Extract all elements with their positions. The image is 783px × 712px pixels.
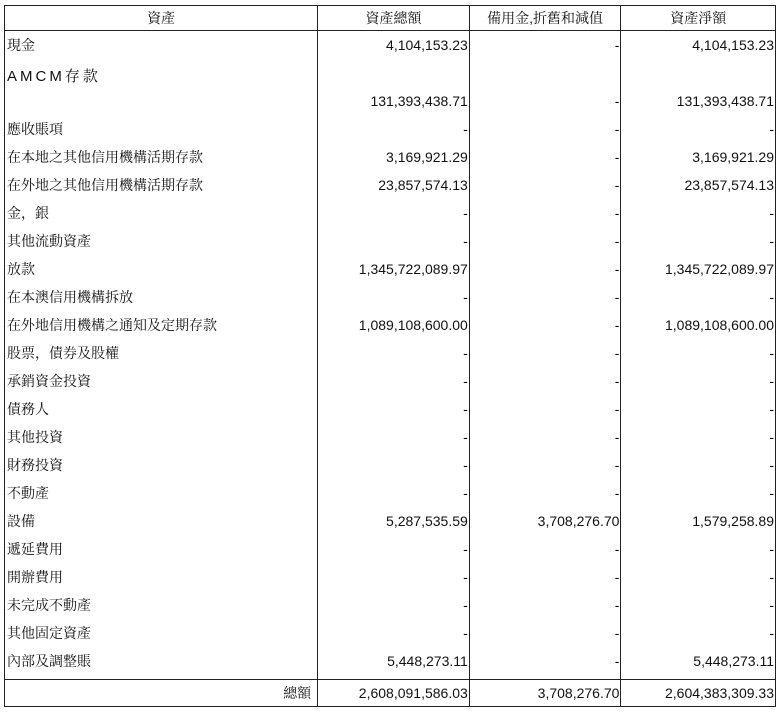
row-provision: - (470, 479, 622, 507)
row-label: 股票，債券及股權 (5, 339, 318, 367)
row-net: 4,104,153.23 (692, 37, 774, 53)
row-gross: - (318, 115, 470, 143)
table-row (4, 451, 776, 479)
row-provision: - (470, 31, 622, 59)
row-provision: - (470, 199, 622, 227)
row-provision: - (470, 227, 622, 255)
row-label: 內部及調整賬 (5, 647, 318, 675)
row-provision: - (470, 143, 622, 171)
row-gross: - (318, 423, 470, 451)
row-net: - (769, 429, 774, 445)
row-net: 5,448,273.11 (693, 653, 774, 669)
row-gross: - (318, 227, 470, 255)
row-net: - (769, 121, 774, 137)
row-provision: - (470, 311, 622, 339)
row-net: - (769, 401, 774, 417)
row-net: - (769, 289, 774, 305)
row-provision: - (470, 283, 622, 311)
table-row (4, 479, 776, 507)
row-provision: - (470, 115, 622, 143)
row-net: - (769, 625, 774, 641)
row-label (5, 59, 318, 115)
total-label: 總額 (5, 680, 318, 706)
row-net: - (769, 233, 774, 249)
table-row (4, 283, 776, 311)
row-label: 設備 (5, 507, 318, 535)
row-net: - (769, 373, 774, 389)
row-label: 承銷資金投資 (5, 367, 318, 395)
table-row (4, 367, 776, 395)
row-label: 現金 (5, 31, 318, 59)
table-row (4, 507, 776, 535)
row-provision: - (470, 255, 622, 283)
row-provision: - (470, 563, 622, 591)
table-row (4, 339, 776, 367)
row-net: 1,579,258.89 (692, 513, 774, 529)
table-row (4, 619, 776, 647)
table-row (4, 31, 776, 59)
row-gross: - (318, 199, 470, 227)
table-row (4, 647, 776, 675)
row-provision: - (470, 619, 622, 647)
row-label: 在本澳信用機構拆放 (5, 283, 318, 311)
header-net: 資產淨額 (670, 10, 727, 26)
row-provision: - (470, 451, 622, 479)
row-label: 財務投資 (5, 451, 318, 479)
total-net: 2,604,383,309.33 (665, 685, 774, 701)
row-label: 不動產 (5, 479, 318, 507)
row-net: - (769, 569, 774, 585)
row-net: - (769, 485, 774, 501)
balance-sheet-table (4, 5, 776, 707)
row-label: 放款 (5, 255, 318, 283)
total-row (4, 679, 776, 707)
row-label: 應收賬項 (5, 115, 318, 143)
row-provision: - (470, 647, 622, 675)
row-provision: - (470, 423, 622, 451)
row-label: 在外地之其他信用機構活期存款 (5, 171, 318, 199)
row-gross: 5,287,535.59 (318, 507, 470, 535)
row-label: 在本地之其他信用機構活期存款 (5, 143, 318, 171)
table-header (4, 5, 776, 31)
row-gross: - (318, 619, 470, 647)
row-label: 其他固定資產 (5, 619, 318, 647)
row-net: - (769, 597, 774, 613)
row-net: - (769, 541, 774, 557)
row-gross: 1,345,722,089.97 (318, 255, 470, 283)
row-net: 23,857,574.13 (684, 177, 774, 193)
row-gross: 1,089,108,600.00 (318, 311, 470, 339)
row-gross: 5,448,273.11 (318, 647, 470, 675)
row-net: 1,345,722,089.97 (665, 261, 774, 277)
table-body (4, 31, 776, 675)
row-gross: - (318, 479, 470, 507)
row-gross: 23,857,574.13 (318, 171, 470, 199)
row-label-text: AMCM存款 (7, 68, 101, 85)
row-gross: - (318, 535, 470, 563)
table-row (4, 423, 776, 451)
row-gross: - (318, 367, 470, 395)
row-provision: - (470, 535, 622, 563)
row-gross: - (318, 451, 470, 479)
row-net: - (769, 205, 774, 221)
row-label: 在外地信用機構之通知及定期存款 (5, 311, 318, 339)
row-gross: - (318, 283, 470, 311)
row-gross: - (318, 591, 470, 619)
row-provision: - (470, 171, 622, 199)
row-provision: - (470, 367, 622, 395)
row-provision: - (470, 591, 622, 619)
row-net: 131,393,438.71 (676, 93, 774, 109)
row-label: 未完成不動產 (5, 591, 318, 619)
row-provision: - (470, 395, 622, 423)
table-row (4, 115, 776, 143)
row-gross: 4,104,153.23 (318, 31, 470, 59)
total-gross: 2,608,091,586.03 (318, 680, 470, 706)
table-row (4, 255, 776, 283)
total-provision: 3,708,276.70 (470, 680, 622, 706)
row-label: 其他投資 (5, 423, 318, 451)
row-net: 3,169,921.29 (692, 149, 774, 165)
row-gross: - (318, 395, 470, 423)
row-provision: - (470, 59, 622, 115)
row-gross: - (318, 563, 470, 591)
row-gross: 3,169,921.29 (318, 143, 470, 171)
row-gross: - (318, 339, 470, 367)
table-gap (4, 675, 776, 679)
row-label: 遞延費用 (5, 535, 318, 563)
table-row (4, 59, 776, 115)
table-row (4, 171, 776, 199)
table-row (4, 395, 776, 423)
row-label: 開辦費用 (5, 563, 318, 591)
header-provision: 備用金,折舊和減值 (470, 6, 622, 30)
table-row (4, 563, 776, 591)
row-label: 金，銀 (5, 199, 318, 227)
row-net: 1,089,108,600.00 (665, 317, 774, 333)
table-row (4, 591, 776, 619)
row-provision: 3,708,276.70 (470, 507, 622, 535)
table-row (4, 227, 776, 255)
row-provision: - (470, 339, 622, 367)
table-row (4, 535, 776, 563)
header-asset: 資產 (5, 6, 318, 30)
row-label: 債務人 (5, 395, 318, 423)
table-row (4, 311, 776, 339)
header-gross: 資產總額 (318, 6, 470, 30)
row-label: 其他流動資產 (5, 227, 318, 255)
table-row (4, 199, 776, 227)
row-net: - (769, 345, 774, 361)
row-net: - (769, 457, 774, 473)
table-row (4, 143, 776, 171)
row-gross: 131,393,438.71 (318, 59, 470, 115)
